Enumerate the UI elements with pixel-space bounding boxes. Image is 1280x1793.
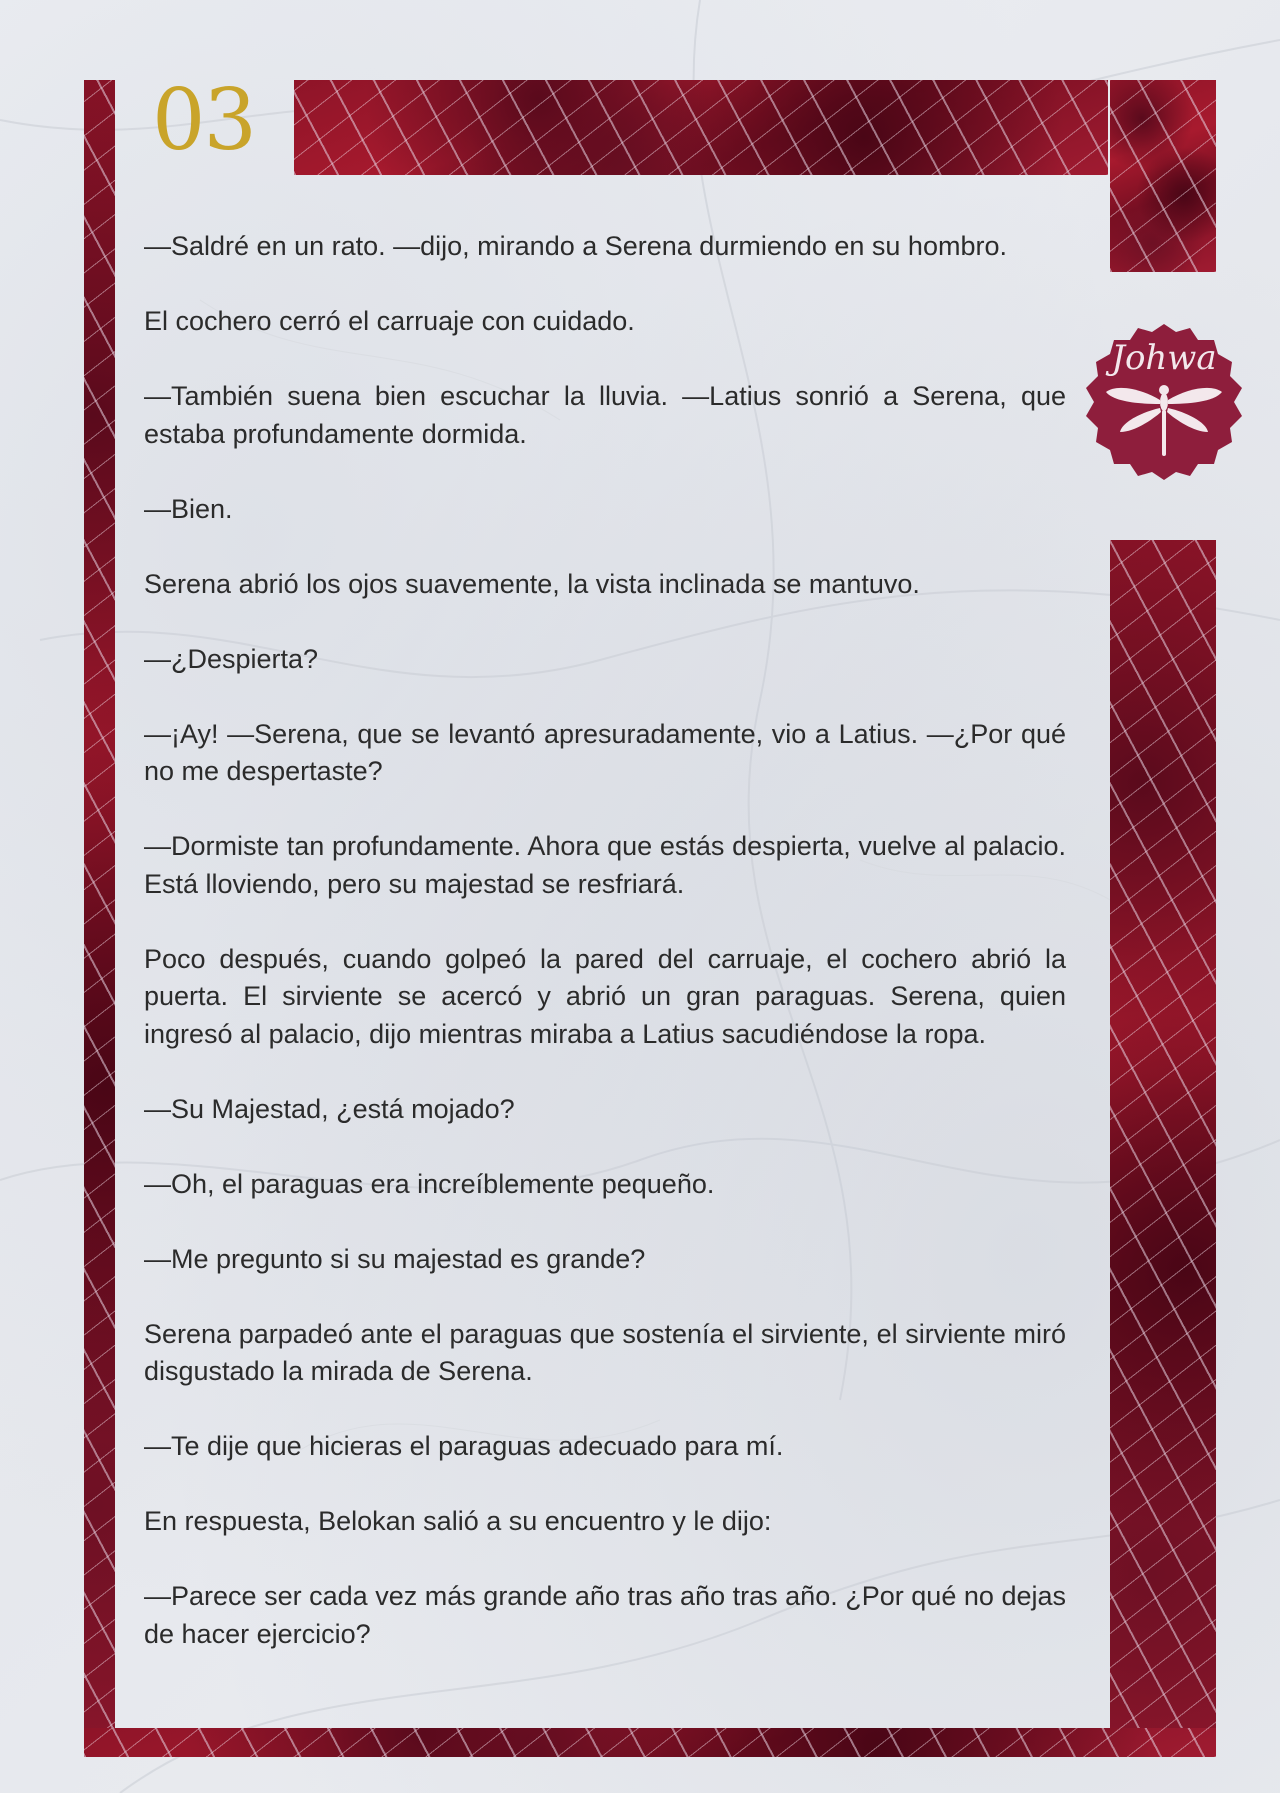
paragraph: —¿Despierta? [144, 643, 319, 674]
paragraph: —Dormiste tan profundamente. Ahora que estás despierta, vuelve al palacio. Está lloviendo, pero su majestad se resfriará. [144, 831, 1066, 899]
paragraph: En respuesta, Belokan salió a su encuentro y le dijo: [144, 1506, 772, 1536]
frame-bottom-border [84, 1728, 1216, 1757]
paragraph: —Oh, el paraguas era increíblemente pequeño. [144, 1168, 715, 1199]
paragraph: —Parece ser cada vez más grande año tras año tras año. ¿Por qué no dejas de hacer ejercicio? [144, 1581, 1066, 1649]
paragraph: —También suena bien escuchar la lluvia. —Latius sonrió a Serena, que estaba profundamente dormida. [144, 381, 1066, 449]
paragraph: —Te dije que hicieras el paraguas adecuado para mí. [144, 1431, 784, 1461]
frame-left-border [84, 80, 115, 1757]
frame-top-border [294, 80, 1108, 175]
paragraph: Serena abrió los ojos suavemente, la vista inclinada se mantuvo. [144, 568, 920, 599]
paragraph: —Bien. [144, 493, 233, 524]
paragraph: —Me pregunto si su majestad es grande? [144, 1243, 646, 1274]
paragraph: —Su Majestad, ¿está mojado? [144, 1093, 515, 1124]
logo-text: Johwa [1111, 338, 1217, 378]
paragraph: Poco después, cuando golpeó la pared del carruaje, el cochero abrió la puerta. El sirviente se acercó y abrió un gran paraguas. Serena, quien ingresó al palacio, dijo mientras miraba a Latius sacudiéndose la ropa. [144, 943, 1066, 1049]
paragraph: —¡Ay! —Serena, que se levantó apresuradamente, vio a Latius. —¿Por qué no me despertaste? [144, 718, 1066, 786]
paragraph: —Saldré en un rato. —dijo, mirando a Serena durmiendo en su hombro. [144, 231, 1007, 261]
story-text [144, 228, 1066, 1691]
frame-right-border [1110, 540, 1216, 1757]
johwa-logo [1080, 318, 1248, 486]
paragraph: Serena parpadeó ante el paraguas que sostenía el sirviente, el sirviente miró disgustado la mirada de Serena. [144, 1318, 1066, 1386]
frame-top-right-block [1110, 80, 1216, 272]
paragraph: El cochero cerró el carruaje con cuidado. [144, 306, 635, 336]
chapter-number: 03 [152, 71, 255, 169]
